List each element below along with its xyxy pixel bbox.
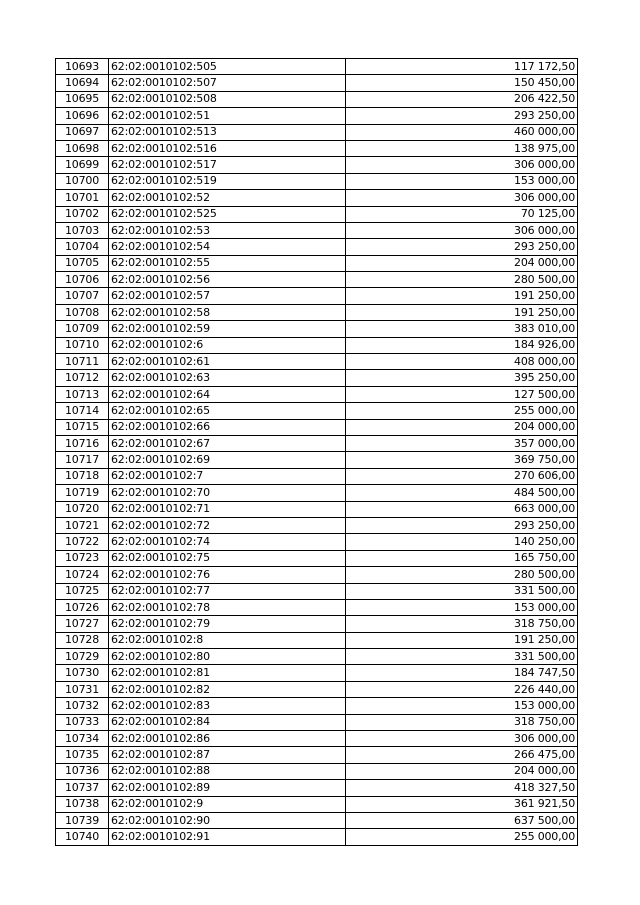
table-row (56, 206, 578, 222)
cadastral-number-cell: 62:02:0010102:69 (109, 452, 346, 468)
table-row (56, 468, 578, 484)
row-number-cell: 10704 (56, 239, 109, 255)
value-cell: 127 500,00 (346, 386, 578, 402)
value-cell: 331 500,00 (346, 649, 578, 665)
value-cell: 293 250,00 (346, 239, 578, 255)
value-cell: 484 500,00 (346, 485, 578, 501)
table-row (56, 599, 578, 615)
cadastral-number-cell: 62:02:0010102:516 (109, 140, 346, 156)
value-cell: 255 000,00 (346, 403, 578, 419)
cadastral-number-cell: 62:02:0010102:77 (109, 583, 346, 599)
row-number-cell: 10731 (56, 681, 109, 697)
cadastral-number-cell: 62:02:0010102:66 (109, 419, 346, 435)
value-cell: 306 000,00 (346, 222, 578, 238)
cadastral-number-cell: 62:02:0010102:79 (109, 616, 346, 632)
value-cell: 395 250,00 (346, 370, 578, 386)
cadastral-number-cell: 62:02:0010102:76 (109, 567, 346, 583)
value-cell: 280 500,00 (346, 567, 578, 583)
table-row (56, 91, 578, 107)
cadastral-number-cell: 62:02:0010102:9 (109, 796, 346, 812)
row-number-cell: 10694 (56, 75, 109, 91)
row-number-cell: 10700 (56, 173, 109, 189)
value-cell: 270 606,00 (346, 468, 578, 484)
cadastral-value-table (55, 58, 578, 846)
row-number-cell: 10703 (56, 222, 109, 238)
table-row (56, 239, 578, 255)
cadastral-number-cell: 62:02:0010102:71 (109, 501, 346, 517)
value-cell: 663 000,00 (346, 501, 578, 517)
cadastral-number-cell: 62:02:0010102:75 (109, 550, 346, 566)
value-cell: 280 500,00 (346, 272, 578, 288)
cadastral-number-cell: 62:02:0010102:51 (109, 108, 346, 124)
row-number-cell: 10733 (56, 714, 109, 730)
table-row (56, 796, 578, 812)
row-number-cell: 10713 (56, 386, 109, 402)
row-number-cell: 10729 (56, 649, 109, 665)
value-cell: 306 000,00 (346, 157, 578, 173)
cadastral-number-cell: 62:02:0010102:70 (109, 485, 346, 501)
cadastral-number-cell: 62:02:0010102:61 (109, 354, 346, 370)
row-number-cell: 10710 (56, 337, 109, 353)
table-row (56, 731, 578, 747)
cadastral-number-cell: 62:02:0010102:507 (109, 75, 346, 91)
table-row (56, 354, 578, 370)
table-row (56, 665, 578, 681)
cadastral-number-cell: 62:02:0010102:505 (109, 59, 346, 75)
row-number-cell: 10724 (56, 567, 109, 583)
table-row (56, 632, 578, 648)
cadastral-number-cell: 62:02:0010102:53 (109, 222, 346, 238)
cadastral-number-cell: 62:02:0010102:67 (109, 435, 346, 451)
cadastral-number-cell: 62:02:0010102:84 (109, 714, 346, 730)
row-number-cell: 10732 (56, 698, 109, 714)
value-cell: 306 000,00 (346, 731, 578, 747)
row-number-cell: 10718 (56, 468, 109, 484)
cadastral-number-cell: 62:02:0010102:525 (109, 206, 346, 222)
row-number-cell: 10740 (56, 829, 109, 845)
row-number-cell: 10715 (56, 419, 109, 435)
cadastral-number-cell: 62:02:0010102:58 (109, 304, 346, 320)
table-row (56, 550, 578, 566)
value-cell: 357 000,00 (346, 435, 578, 451)
table-row (56, 403, 578, 419)
table-row (56, 649, 578, 665)
row-number-cell: 10723 (56, 550, 109, 566)
row-number-cell: 10707 (56, 288, 109, 304)
value-cell: 117 172,50 (346, 59, 578, 75)
value-cell: 293 250,00 (346, 108, 578, 124)
value-cell: 306 000,00 (346, 190, 578, 206)
table-row (56, 763, 578, 779)
table-row (56, 812, 578, 828)
row-number-cell: 10716 (56, 435, 109, 451)
value-cell: 184 926,00 (346, 337, 578, 353)
cadastral-number-cell: 62:02:0010102:72 (109, 517, 346, 533)
table-row (56, 222, 578, 238)
value-cell: 369 750,00 (346, 452, 578, 468)
row-number-cell: 10693 (56, 59, 109, 75)
value-cell: 361 921,50 (346, 796, 578, 812)
cadastral-number-cell: 62:02:0010102:82 (109, 681, 346, 697)
table-row (56, 829, 578, 845)
row-number-cell: 10738 (56, 796, 109, 812)
cadastral-number-cell: 62:02:0010102:517 (109, 157, 346, 173)
table-row (56, 288, 578, 304)
value-cell: 191 250,00 (346, 288, 578, 304)
value-cell: 191 250,00 (346, 632, 578, 648)
row-number-cell: 10727 (56, 616, 109, 632)
table-body (56, 59, 578, 846)
row-number-cell: 10711 (56, 354, 109, 370)
cadastral-number-cell: 62:02:0010102:6 (109, 337, 346, 353)
row-number-cell: 10728 (56, 632, 109, 648)
table-row (56, 714, 578, 730)
value-cell: 460 000,00 (346, 124, 578, 140)
table-row (56, 108, 578, 124)
row-number-cell: 10698 (56, 140, 109, 156)
table-row (56, 780, 578, 796)
table-row (56, 190, 578, 206)
value-cell: 70 125,00 (346, 206, 578, 222)
cadastral-number-cell: 62:02:0010102:513 (109, 124, 346, 140)
cadastral-number-cell: 62:02:0010102:65 (109, 403, 346, 419)
table-row (56, 272, 578, 288)
row-number-cell: 10717 (56, 452, 109, 468)
cadastral-number-cell: 62:02:0010102:80 (109, 649, 346, 665)
cadastral-number-cell: 62:02:0010102:508 (109, 91, 346, 107)
row-number-cell: 10709 (56, 321, 109, 337)
cadastral-number-cell: 62:02:0010102:55 (109, 255, 346, 271)
row-number-cell: 10721 (56, 517, 109, 533)
value-cell: 206 422,50 (346, 91, 578, 107)
row-number-cell: 10737 (56, 780, 109, 796)
row-number-cell: 10702 (56, 206, 109, 222)
row-number-cell: 10722 (56, 534, 109, 550)
value-cell: 153 000,00 (346, 599, 578, 615)
value-cell: 204 000,00 (346, 255, 578, 271)
row-number-cell: 10714 (56, 403, 109, 419)
cadastral-number-cell: 62:02:0010102:87 (109, 747, 346, 763)
row-number-cell: 10712 (56, 370, 109, 386)
value-cell: 637 500,00 (346, 812, 578, 828)
value-cell: 184 747,50 (346, 665, 578, 681)
table-row (56, 681, 578, 697)
row-number-cell: 10739 (56, 812, 109, 828)
value-cell: 331 500,00 (346, 583, 578, 599)
table-row (56, 567, 578, 583)
row-number-cell: 10720 (56, 501, 109, 517)
table-row (56, 304, 578, 320)
value-cell: 318 750,00 (346, 714, 578, 730)
row-number-cell: 10726 (56, 599, 109, 615)
cadastral-number-cell: 62:02:0010102:90 (109, 812, 346, 828)
row-number-cell: 10734 (56, 731, 109, 747)
table-row (56, 337, 578, 353)
value-cell: 293 250,00 (346, 517, 578, 533)
cadastral-number-cell: 62:02:0010102:81 (109, 665, 346, 681)
value-cell: 191 250,00 (346, 304, 578, 320)
value-cell: 140 250,00 (346, 534, 578, 550)
row-number-cell: 10725 (56, 583, 109, 599)
value-cell: 226 440,00 (346, 681, 578, 697)
row-number-cell: 10735 (56, 747, 109, 763)
table-row (56, 75, 578, 91)
table-row (56, 173, 578, 189)
value-cell: 153 000,00 (346, 698, 578, 714)
table-row (56, 255, 578, 271)
row-number-cell: 10699 (56, 157, 109, 173)
table-row (56, 370, 578, 386)
table-row (56, 140, 578, 156)
value-cell: 255 000,00 (346, 829, 578, 845)
cadastral-number-cell: 62:02:0010102:8 (109, 632, 346, 648)
value-cell: 318 750,00 (346, 616, 578, 632)
table-row (56, 59, 578, 75)
cadastral-number-cell: 62:02:0010102:56 (109, 272, 346, 288)
table-row (56, 419, 578, 435)
value-cell: 153 000,00 (346, 173, 578, 189)
row-number-cell: 10736 (56, 763, 109, 779)
value-cell: 266 475,00 (346, 747, 578, 763)
table-row (56, 517, 578, 533)
value-cell: 150 450,00 (346, 75, 578, 91)
cadastral-number-cell: 62:02:0010102:63 (109, 370, 346, 386)
cadastral-number-cell: 62:02:0010102:89 (109, 780, 346, 796)
cadastral-number-cell: 62:02:0010102:54 (109, 239, 346, 255)
row-number-cell: 10706 (56, 272, 109, 288)
table-row (56, 485, 578, 501)
table-row (56, 124, 578, 140)
row-number-cell: 10705 (56, 255, 109, 271)
row-number-cell: 10696 (56, 108, 109, 124)
cadastral-number-cell: 62:02:0010102:59 (109, 321, 346, 337)
value-cell: 138 975,00 (346, 140, 578, 156)
table-row (56, 435, 578, 451)
value-cell: 204 000,00 (346, 763, 578, 779)
table-row (56, 747, 578, 763)
row-number-cell: 10719 (56, 485, 109, 501)
row-number-cell: 10708 (56, 304, 109, 320)
cadastral-number-cell: 62:02:0010102:64 (109, 386, 346, 402)
row-number-cell: 10701 (56, 190, 109, 206)
value-cell: 383 010,00 (346, 321, 578, 337)
cadastral-number-cell: 62:02:0010102:519 (109, 173, 346, 189)
value-cell: 204 000,00 (346, 419, 578, 435)
table-row (56, 698, 578, 714)
table-row (56, 501, 578, 517)
table-row (56, 321, 578, 337)
table-row (56, 534, 578, 550)
cadastral-number-cell: 62:02:0010102:52 (109, 190, 346, 206)
table-row (56, 583, 578, 599)
row-number-cell: 10730 (56, 665, 109, 681)
row-number-cell: 10695 (56, 91, 109, 107)
row-number-cell: 10697 (56, 124, 109, 140)
cadastral-number-cell: 62:02:0010102:7 (109, 468, 346, 484)
cadastral-number-cell: 62:02:0010102:86 (109, 731, 346, 747)
cadastral-number-cell: 62:02:0010102:91 (109, 829, 346, 845)
cadastral-number-cell: 62:02:0010102:83 (109, 698, 346, 714)
cadastral-number-cell: 62:02:0010102:74 (109, 534, 346, 550)
table-row (56, 157, 578, 173)
table-row (56, 452, 578, 468)
cadastral-number-cell: 62:02:0010102:88 (109, 763, 346, 779)
value-cell: 165 750,00 (346, 550, 578, 566)
cadastral-number-cell: 62:02:0010102:57 (109, 288, 346, 304)
cadastral-number-cell: 62:02:0010102:78 (109, 599, 346, 615)
table-row (56, 386, 578, 402)
value-cell: 418 327,50 (346, 780, 578, 796)
value-cell: 408 000,00 (346, 354, 578, 370)
table-row (56, 616, 578, 632)
